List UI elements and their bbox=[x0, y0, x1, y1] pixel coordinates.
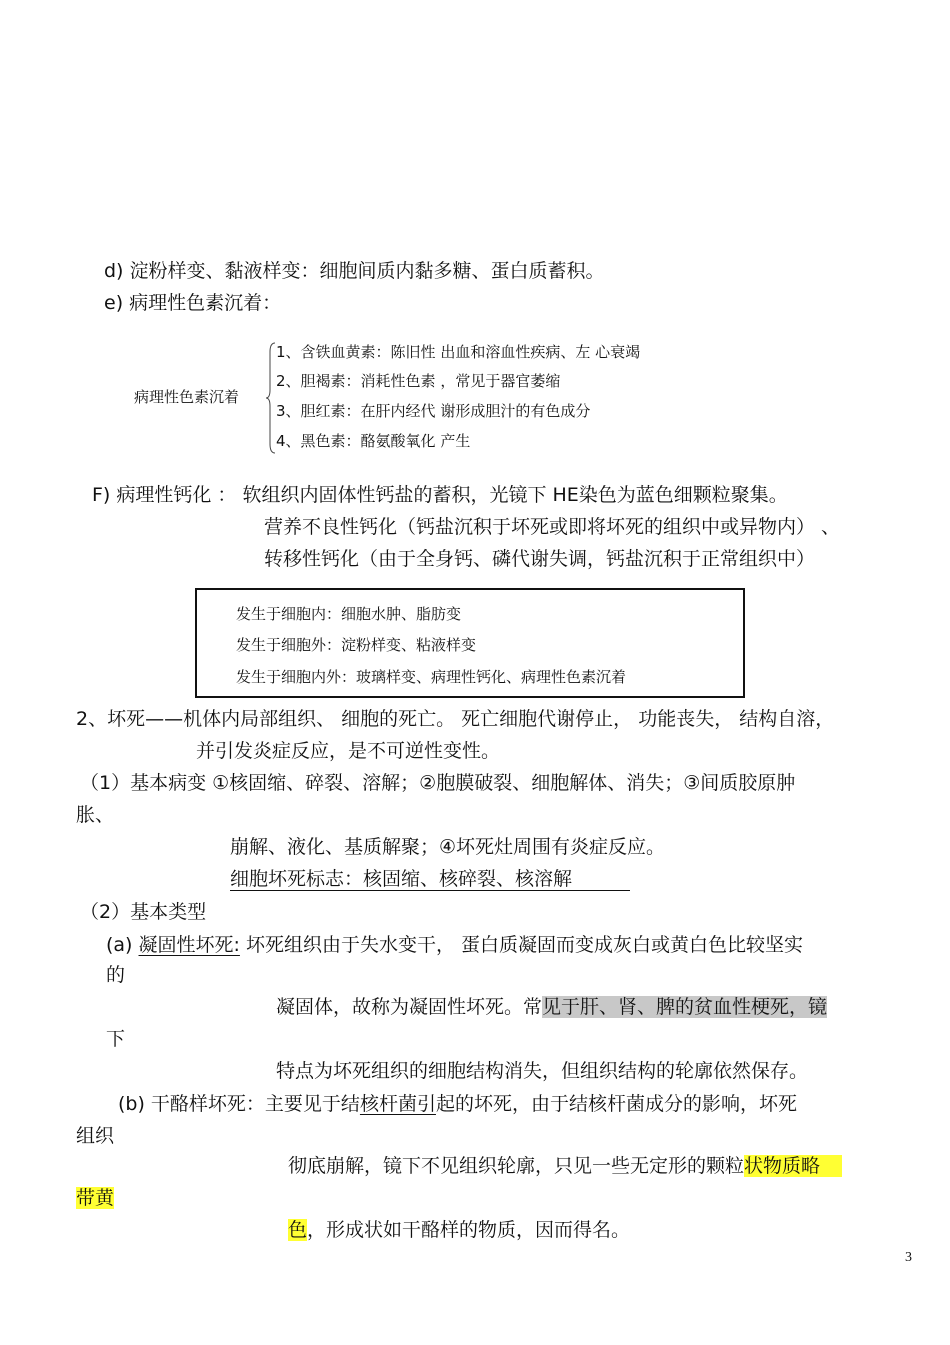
caseous-highlight-3: 色 bbox=[288, 1219, 308, 1241]
brace-icon bbox=[266, 342, 276, 454]
basic-change-line-1: （1）基本病变 ①核固缩、碎裂、溶解；②胞膜破裂、细胞解体、消失；③间质胶原肿 bbox=[80, 772, 796, 794]
pigment-item-2: 2、胆褐素：消耗性色素 ，常见于器官萎缩 bbox=[276, 372, 561, 390]
coag-line-1: (a) 凝固性坏死: 坏死组织由于失水变干， 蛋白质凝固而变成灰白或黄白色比较坚实 bbox=[106, 934, 804, 956]
coag-line-2: 凝固体，故称为凝固性坏死。常见于肝、肾、脾的贫血性梗死，镜 bbox=[276, 996, 828, 1018]
caseous-line-2: 彻底崩解，镜下不见组织轮廓，只见一些无定形的颗粒状物质略 bbox=[288, 1153, 842, 1179]
coag-title: 凝固性坏死: bbox=[138, 934, 240, 956]
pigment-item-4: 4、黑色素：酪氨酸氧化 产生 bbox=[276, 432, 471, 450]
basic-change-line-2: 崩解、液化、基质解聚；④坏死灶周围有炎症反应。 bbox=[230, 836, 666, 858]
page-number: 3 bbox=[905, 1250, 912, 1265]
marker-underline bbox=[230, 890, 630, 891]
coag-line-3: 特点为坏死组织的细胞结构消失，但组织结构的轮廓依然保存。 bbox=[276, 1060, 809, 1082]
calcification-line-2: 营养不良性钙化（钙盐沉积于坏死或即将坏死的组织中或异物内） 、 bbox=[264, 516, 841, 538]
pigment-label: 病理性色素沉着 bbox=[134, 388, 240, 406]
caseous-highlight-2: 带黄 bbox=[76, 1187, 115, 1209]
calcification-line-3: 转移性钙化（由于全身钙、磷代谢失调，钙盐沉积于正常组织中） bbox=[264, 548, 816, 570]
pigment-item-3: 3、胆红素：在肝内经代 谢形成胆汁的有色成分 bbox=[276, 402, 591, 420]
caseous-line-1b: 组织 bbox=[76, 1125, 115, 1147]
summary-line-3: 发生于细胞内外：玻璃样变、病理性钙化、病理性色素沉着 bbox=[236, 668, 627, 686]
coag-line-2b: 下 bbox=[106, 1028, 126, 1050]
coag-highlight: 见于肝、肾、脾的贫血性梗死，镜 bbox=[542, 996, 828, 1018]
caseous-highlight-1: 状物质略 bbox=[744, 1155, 842, 1177]
summary-line-1: 发生于细胞内：细胞水肿、脂肪变 bbox=[236, 605, 462, 623]
necrosis-def-line-1: 2、坏死——机体内局部组织、 细胞的死亡。 死亡细胞代谢停止， 功能丧失， 结构自溶， bbox=[76, 708, 835, 730]
basic-change-line-1b: 胀、 bbox=[76, 804, 115, 826]
caseous-line-2b bbox=[76, 1185, 114, 1211]
caseous-line-1: (b) 干酪样坏死：主要见于结核杆菌引起的坏死，由于结核杆菌成分的影响，坏死 bbox=[118, 1093, 797, 1115]
pigment-item-1: 1、含铁血黄素：陈旧性 出血和溶血性疾病、左 心衰竭 bbox=[276, 343, 641, 361]
caseous-line-3: 色，形成状如干酪样的物质，因而得名。 bbox=[288, 1219, 631, 1241]
necrosis-marker: 细胞坏死标志：核固缩、核碎裂、核溶解 bbox=[230, 868, 573, 890]
line-d-amyloid: d) 淀粉样变、黏液样变：细胞间质内黏多糖、蛋白质蓄积。 bbox=[104, 260, 605, 282]
summary-line-2: 发生于细胞外：淀粉样变、粘液样变 bbox=[236, 636, 477, 654]
line-e-pigment: e) 病理性色素沉着： bbox=[104, 292, 282, 314]
types-heading: （2）基本类型 bbox=[80, 901, 207, 923]
coag-line-1b: 的 bbox=[106, 964, 126, 986]
calcification-line-1: F) 病理性钙化 ： 软组织内固体性钙盐的蓄积，光镜下 HE染色为蓝色细颗粒聚集。 bbox=[92, 484, 788, 506]
necrosis-def-line-2: 并引发炎症反应，是不可逆性变性。 bbox=[196, 740, 501, 762]
caseous-underline: 核杆菌引 bbox=[359, 1093, 436, 1115]
